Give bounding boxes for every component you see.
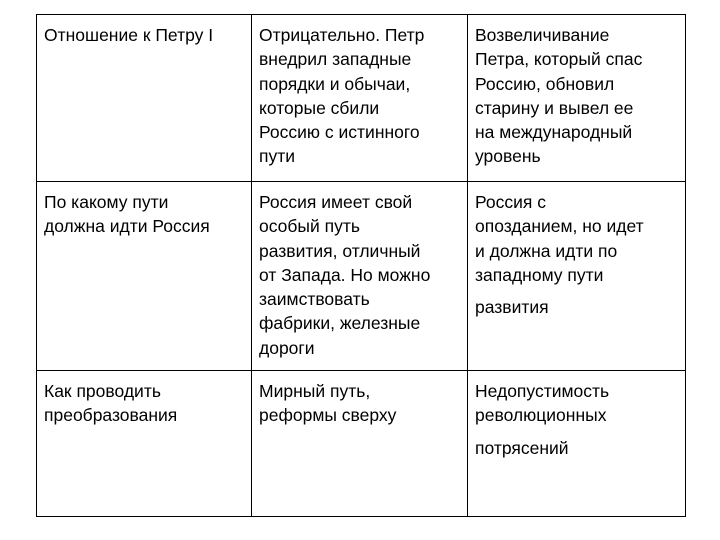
cell-text-line: и должна идти по: [475, 240, 618, 261]
cell-text-line: Мирный путь,: [259, 381, 371, 401]
cell-text-line: Отношение к Петру I: [44, 25, 214, 45]
cell-text-line: должна идти Россия: [44, 216, 210, 237]
cell-text-line: Петра, который спас: [475, 49, 643, 70]
cell-text-line: заимствовать: [259, 289, 370, 310]
cell-text-line: Россию с истинного: [259, 122, 420, 143]
cell-text-line: фабрики, железные: [259, 313, 421, 334]
row-1-topic-cell: [37, 15, 252, 182]
cell-text-line: Россию, обновил: [475, 73, 615, 94]
cell-text-line: Как проводить: [44, 381, 161, 401]
cell-text-line: развития: [475, 297, 549, 318]
cell-text-line: Россия с: [475, 192, 546, 212]
cell-text-line: По какому пути: [44, 192, 169, 212]
cell-text-line: Отрицательно. Петр: [259, 25, 425, 45]
cell-text-line: на международный: [475, 122, 633, 143]
table-row-path-of-russia: [37, 182, 686, 371]
row-3-second-column-cell: [252, 371, 468, 517]
cell-text-line: от Запада. Но можно: [259, 264, 431, 285]
cell-text-line: которые сбили: [259, 97, 380, 118]
row-3-third-column-cell: [468, 371, 686, 517]
cell-text-line: внедрил западные: [259, 49, 412, 70]
row-1-second-column-cell: [252, 15, 468, 182]
row-1-third-column-cell: [468, 15, 686, 182]
table-row-how-to-reform: [37, 371, 686, 517]
cell-text-line: революционных: [475, 405, 607, 426]
cell-text-line: пути: [259, 146, 296, 167]
cell-text-line: дороги: [259, 337, 315, 358]
cell-text-line: преобразования: [44, 405, 178, 426]
cell-text-line: западному пути: [475, 264, 604, 285]
cell-text-line: опозданием, но идет: [475, 216, 644, 237]
row-2-second-column-cell: [252, 182, 468, 371]
row-3-topic-cell: [37, 371, 252, 517]
table-row-attitude-to-peter: [37, 15, 686, 182]
comparison-table: [36, 14, 686, 517]
cell-text-line: порядки и обычаи,: [259, 73, 411, 94]
cell-text-line: реформы сверху: [259, 405, 397, 426]
cell-text-line: развития, отличный: [259, 240, 421, 261]
cell-text-line: особый путь: [259, 216, 361, 237]
row-2-third-column-cell: [468, 182, 686, 371]
cell-text-line: Недопустимость: [475, 381, 610, 401]
cell-text-line: Возвеличивание: [475, 25, 610, 45]
row-2-topic-cell: [37, 182, 252, 371]
cell-text-line: старину и вывел ее: [475, 97, 634, 118]
cell-text-line: потрясений: [475, 437, 569, 458]
cell-text-line: Россия имеет свой: [259, 192, 413, 212]
cell-text-line: уровень: [475, 146, 541, 167]
